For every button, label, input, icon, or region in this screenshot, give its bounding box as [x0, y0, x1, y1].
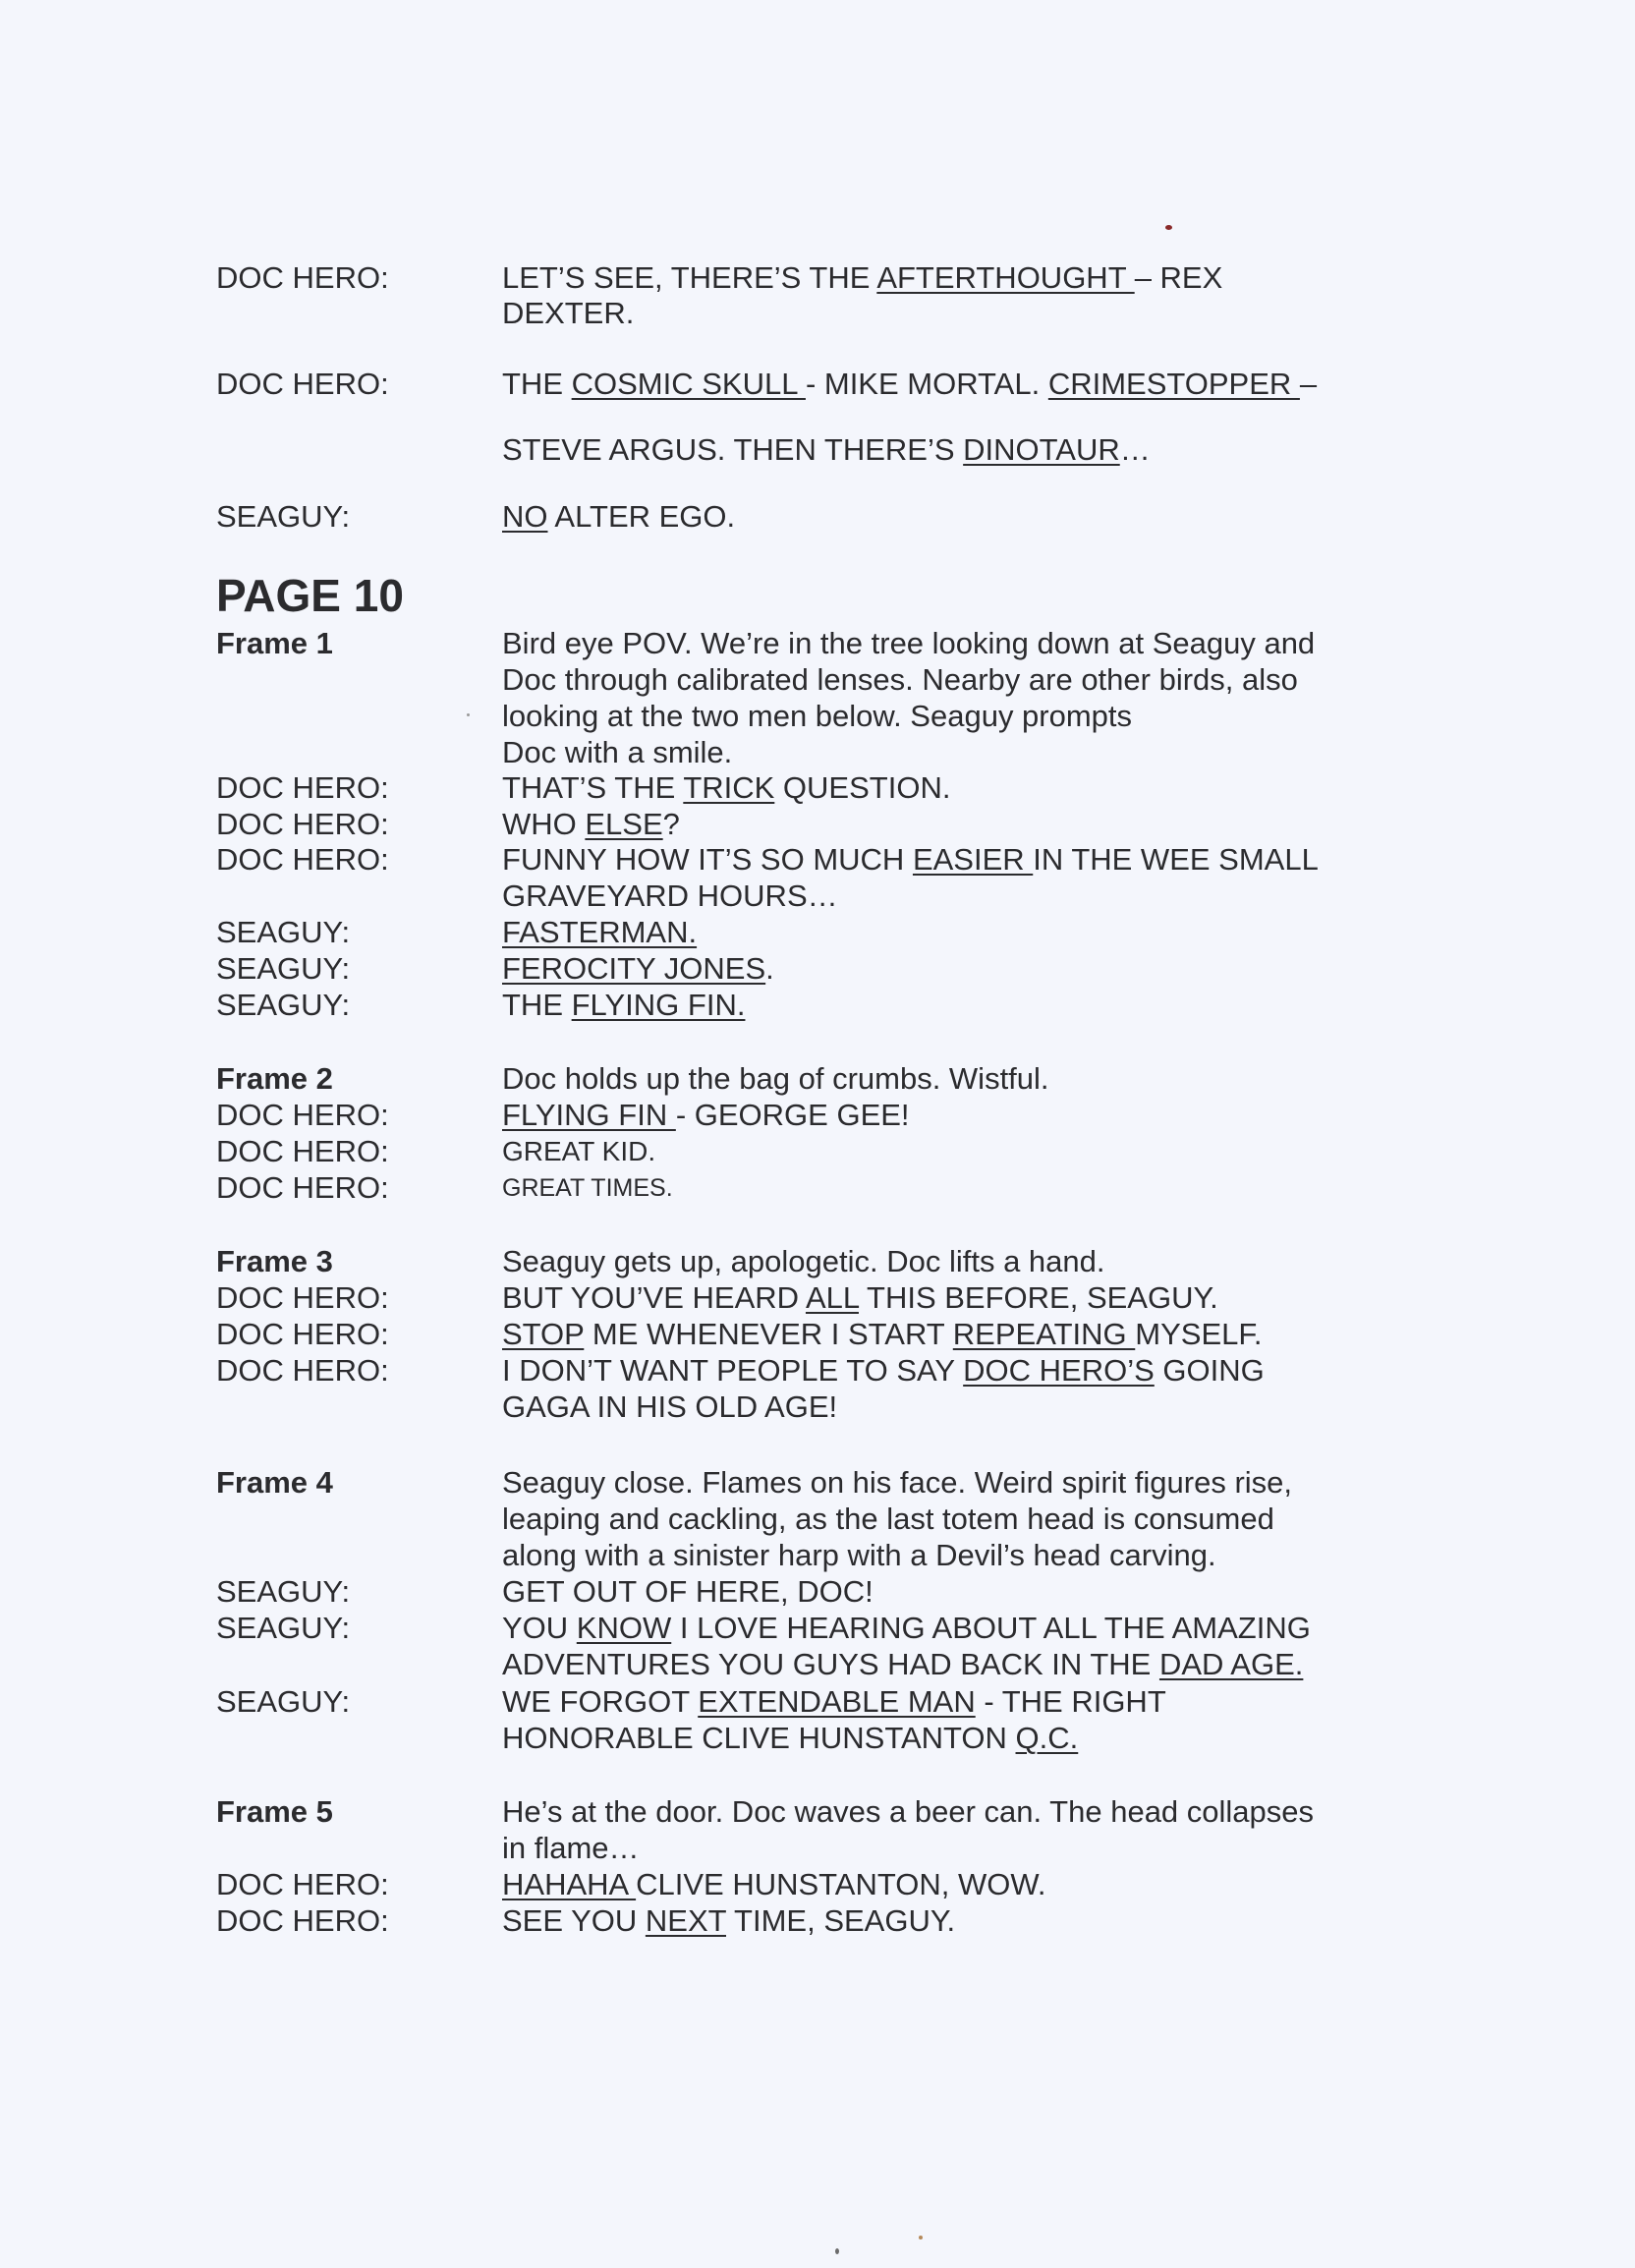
- text-segment: leaping and cackling, as the last totem head is consumed: [502, 1502, 1274, 1536]
- script-line: [0, 1502, 1635, 1537]
- text-segment: LET’S SEE, THERE’S THE: [502, 260, 877, 295]
- text-segment: CLIVE HUNSTANTON, WOW.: [636, 1867, 1046, 1901]
- frame-label: Frame 2: [216, 1061, 333, 1096]
- text-segment: HONORABLE CLIVE HUNSTANTON: [502, 1721, 1016, 1755]
- text-segment: Bird eye POV. We’re in the tree looking down at Seaguy and: [502, 626, 1316, 660]
- underlined-text: NO: [502, 499, 548, 534]
- text-segment: ?: [662, 807, 680, 841]
- script-line: [0, 807, 1635, 842]
- script-line: [0, 879, 1635, 914]
- dialogue-text: [502, 367, 1317, 402]
- text-segment: Doc through calibrated lenses. Nearby are other birds, also: [502, 662, 1298, 697]
- script-line: [0, 260, 1635, 296]
- text-segment: along with a sinister harp with a Devil’s head carving.: [502, 1538, 1216, 1572]
- script-line: [0, 662, 1635, 698]
- text-segment: ALTER EGO.: [547, 499, 736, 534]
- script-line: [0, 951, 1635, 987]
- script-line: [0, 367, 1635, 402]
- dialogue-text: [502, 1317, 1262, 1352]
- speaker-label: DOC HERO:: [216, 807, 389, 841]
- dialogue-text: [502, 1502, 1274, 1537]
- underlined-text: DAD AGE.: [1158, 1647, 1304, 1681]
- text-segment: …: [1119, 432, 1151, 467]
- script-line: [0, 1317, 1635, 1352]
- dialogue-text: [502, 1721, 1078, 1756]
- dialogue-text: [502, 1684, 1166, 1720]
- frame-description: [502, 626, 1315, 661]
- script-line: [0, 1538, 1635, 1573]
- text-segment: GREAT KID.: [502, 1136, 656, 1166]
- underlined-text: REPEATING: [952, 1317, 1136, 1351]
- speaker-label: DOC HERO:: [216, 842, 389, 877]
- text-segment: THE: [502, 988, 572, 1022]
- dialogue-text: [502, 807, 680, 842]
- speaker-label: DOC HERO:: [216, 260, 389, 295]
- underlined-text: FEROCITY JONES: [502, 951, 766, 986]
- script-line: [0, 1098, 1635, 1133]
- text-segment: GOING: [1154, 1353, 1265, 1388]
- dialogue-text: [502, 770, 950, 806]
- dialogue-text: [502, 879, 838, 914]
- frame-description: [502, 1244, 1105, 1279]
- text-segment: GRAVEYARD HOURS…: [502, 879, 838, 913]
- text-segment: GREAT TIMES.: [502, 1174, 673, 1202]
- text-segment: - GEORGE GEE!: [675, 1098, 910, 1132]
- script-line: [0, 699, 1635, 734]
- script-line: [0, 1170, 1635, 1206]
- frame-description: [502, 1465, 1292, 1501]
- underlined-text: DOC HERO’S: [963, 1353, 1155, 1388]
- script-line: [0, 770, 1635, 806]
- frame-label: Frame 4: [216, 1465, 333, 1500]
- script-line: [0, 1794, 1635, 1830]
- text-segment: TIME, SEAGUY.: [726, 1903, 956, 1938]
- text-segment: ME WHENEVER I START: [584, 1317, 953, 1351]
- text-segment: GAGA IN HIS OLD AGE!: [502, 1389, 838, 1424]
- script-line: [0, 626, 1635, 661]
- underlined-text: DINOTAUR: [963, 432, 1120, 467]
- speaker-label: DOC HERO:: [216, 1170, 389, 1205]
- underlined-text: Q.C.: [1015, 1721, 1079, 1755]
- script-line: [0, 988, 1635, 1023]
- script-line: [0, 1831, 1635, 1866]
- script-line: [0, 735, 1635, 770]
- speaker-label: DOC HERO:: [216, 1353, 389, 1388]
- underlined-text: HAHAHA: [502, 1867, 637, 1901]
- dialogue-text: [502, 1353, 1265, 1389]
- speaker-label: DOC HERO:: [216, 1134, 389, 1168]
- speaker-label: DOC HERO:: [216, 1280, 389, 1315]
- text-segment: I LOVE HEARING ABOUT ALL THE AMAZING: [671, 1611, 1311, 1645]
- text-segment: IN THE WEE SMALL: [1033, 842, 1319, 877]
- script-line: [0, 1611, 1635, 1646]
- text-segment: YOU: [502, 1611, 577, 1645]
- dialogue-text: [502, 988, 745, 1023]
- dialogue-text: [502, 296, 634, 331]
- text-segment: THIS BEFORE, SEAGUY.: [858, 1280, 1218, 1315]
- script-line: [0, 432, 1635, 468]
- ink-speck: [919, 2236, 923, 2240]
- text-segment: WHO: [502, 807, 586, 841]
- underlined-text: NEXT: [645, 1903, 726, 1938]
- script-line: [0, 1647, 1635, 1682]
- underlined-text: EXTENDABLE MAN: [698, 1684, 976, 1719]
- text-segment: BUT YOU’VE HEARD: [502, 1280, 806, 1315]
- text-segment: –: [1299, 367, 1318, 401]
- underlined-text: COSMIC SKULL: [571, 367, 806, 401]
- script-line: [0, 1465, 1635, 1501]
- ink-speck: [835, 2248, 839, 2254]
- script-line: [0, 1280, 1635, 1316]
- script-line: [0, 296, 1635, 331]
- dialogue-text: [502, 1098, 910, 1133]
- dialogue-text: [502, 1389, 837, 1425]
- text-segment: THAT’S THE: [502, 770, 684, 805]
- dialogue-text: [502, 1867, 1046, 1902]
- script-line: [0, 915, 1635, 950]
- text-segment: Doc holds up the bag of crumbs. Wistful.: [502, 1061, 1049, 1096]
- script-line: [0, 1244, 1635, 1279]
- underlined-text: EASIER: [912, 842, 1034, 877]
- text-segment: .: [765, 951, 774, 986]
- dialogue-text: [502, 260, 1222, 296]
- dialogue-text: [502, 662, 1298, 698]
- text-segment: - THE RIGHT: [975, 1684, 1166, 1719]
- dialogue-text: [502, 1134, 655, 1169]
- dialogue-text: [502, 1280, 1218, 1316]
- frame-label: Frame 3: [216, 1244, 333, 1278]
- dialogue-text: [502, 1538, 1216, 1573]
- text-segment: THE: [502, 367, 572, 401]
- underlined-text: KNOW: [576, 1611, 672, 1645]
- script-line: [0, 1389, 1635, 1425]
- speaker-label: SEAGUY:: [216, 1611, 351, 1645]
- dialogue-text: [502, 915, 697, 950]
- script-line: [0, 1061, 1635, 1097]
- underlined-text: STOP: [502, 1317, 585, 1351]
- underlined-text: ELSE: [585, 807, 663, 841]
- script-line: [0, 1684, 1635, 1720]
- script-line: [0, 499, 1635, 535]
- text-segment: Seaguy close. Flames on his face. Weird spirit figures rise,: [502, 1465, 1293, 1500]
- underlined-text: TRICK: [683, 770, 775, 805]
- speaker-label: SEAGUY:: [216, 1574, 351, 1609]
- text-segment: WE FORGOT: [502, 1684, 699, 1719]
- text-segment: QUESTION.: [774, 770, 951, 805]
- text-segment: I DON’T WANT PEOPLE TO SAY: [502, 1353, 964, 1388]
- script-line: [0, 1574, 1635, 1610]
- text-segment: He’s at the door. Doc waves a beer can. The head collapses: [502, 1794, 1315, 1829]
- speaker-label: SEAGUY:: [216, 915, 351, 949]
- script-line: [0, 1721, 1635, 1756]
- script-line: [0, 1353, 1635, 1389]
- speaker-label: SEAGUY:: [216, 1684, 351, 1719]
- underlined-text: AFTERTHOUGHT: [876, 260, 1135, 295]
- text-segment: FUNNY HOW IT’S SO MUCH: [502, 842, 913, 877]
- dialogue-text: [502, 432, 1151, 468]
- dialogue-text: [502, 951, 774, 987]
- frame-description: [502, 1794, 1314, 1830]
- dialogue-text: [502, 1647, 1303, 1682]
- speaker-label: DOC HERO:: [216, 1867, 389, 1901]
- script-line: [0, 842, 1635, 878]
- speaker-label: DOC HERO:: [216, 367, 389, 401]
- dialogue-text: [502, 499, 735, 535]
- underlined-text: FLYING FIN.: [571, 988, 746, 1022]
- dialogue-text: [502, 735, 732, 770]
- dialogue-text: [502, 842, 1319, 878]
- text-segment: SEE YOU: [502, 1903, 646, 1938]
- text-segment: in flame…: [502, 1831, 640, 1865]
- frame-description: [502, 1061, 1049, 1097]
- speaker-label: DOC HERO:: [216, 1903, 389, 1938]
- underlined-text: CRIMESTOPPER: [1047, 367, 1300, 401]
- dialogue-text: [502, 1574, 874, 1610]
- dialogue-text: [502, 699, 1132, 734]
- dialogue-text: [502, 1611, 1311, 1646]
- text-segment: MYSELF.: [1135, 1317, 1263, 1351]
- underlined-text: FLYING FIN: [502, 1098, 676, 1132]
- speaker-label: DOC HERO:: [216, 1098, 389, 1132]
- underlined-text: FASTERMAN.: [502, 915, 698, 949]
- speaker-label: SEAGUY:: [216, 951, 351, 986]
- dialogue-text: [502, 1903, 955, 1939]
- text-segment: looking at the two men below. Seaguy prompts: [502, 699, 1133, 733]
- dialogue-text: [502, 1170, 673, 1206]
- script-line: [0, 1903, 1635, 1939]
- speaker-label: DOC HERO:: [216, 1317, 389, 1351]
- ink-speck: [1165, 225, 1172, 230]
- text-segment: - MIKE MORTAL.: [805, 367, 1048, 401]
- script-line: [0, 1867, 1635, 1902]
- speaker-label: DOC HERO:: [216, 770, 389, 805]
- text-segment: Seaguy gets up, apologetic. Doc lifts a hand.: [502, 1244, 1105, 1278]
- speaker-label: SEAGUY:: [216, 988, 351, 1022]
- text-segment: Doc with a smile.: [502, 735, 733, 769]
- text-segment: DEXTER.: [502, 296, 635, 330]
- dialogue-text: [502, 1831, 640, 1866]
- script-line: [0, 1134, 1635, 1169]
- frame-label: Frame 1: [216, 626, 333, 660]
- text-segment: GET OUT OF HERE, DOC!: [502, 1574, 874, 1609]
- page-heading: PAGE 10: [216, 570, 404, 621]
- underlined-text: ALL: [805, 1280, 859, 1315]
- text-segment: STEVE ARGUS. THEN THERE’S: [502, 432, 964, 467]
- text-segment: – REX: [1134, 260, 1223, 295]
- text-segment: ADVENTURES YOU GUYS HAD BACK IN THE: [502, 1647, 1159, 1681]
- speaker-label: SEAGUY:: [216, 499, 351, 534]
- frame-label: Frame 5: [216, 1794, 333, 1829]
